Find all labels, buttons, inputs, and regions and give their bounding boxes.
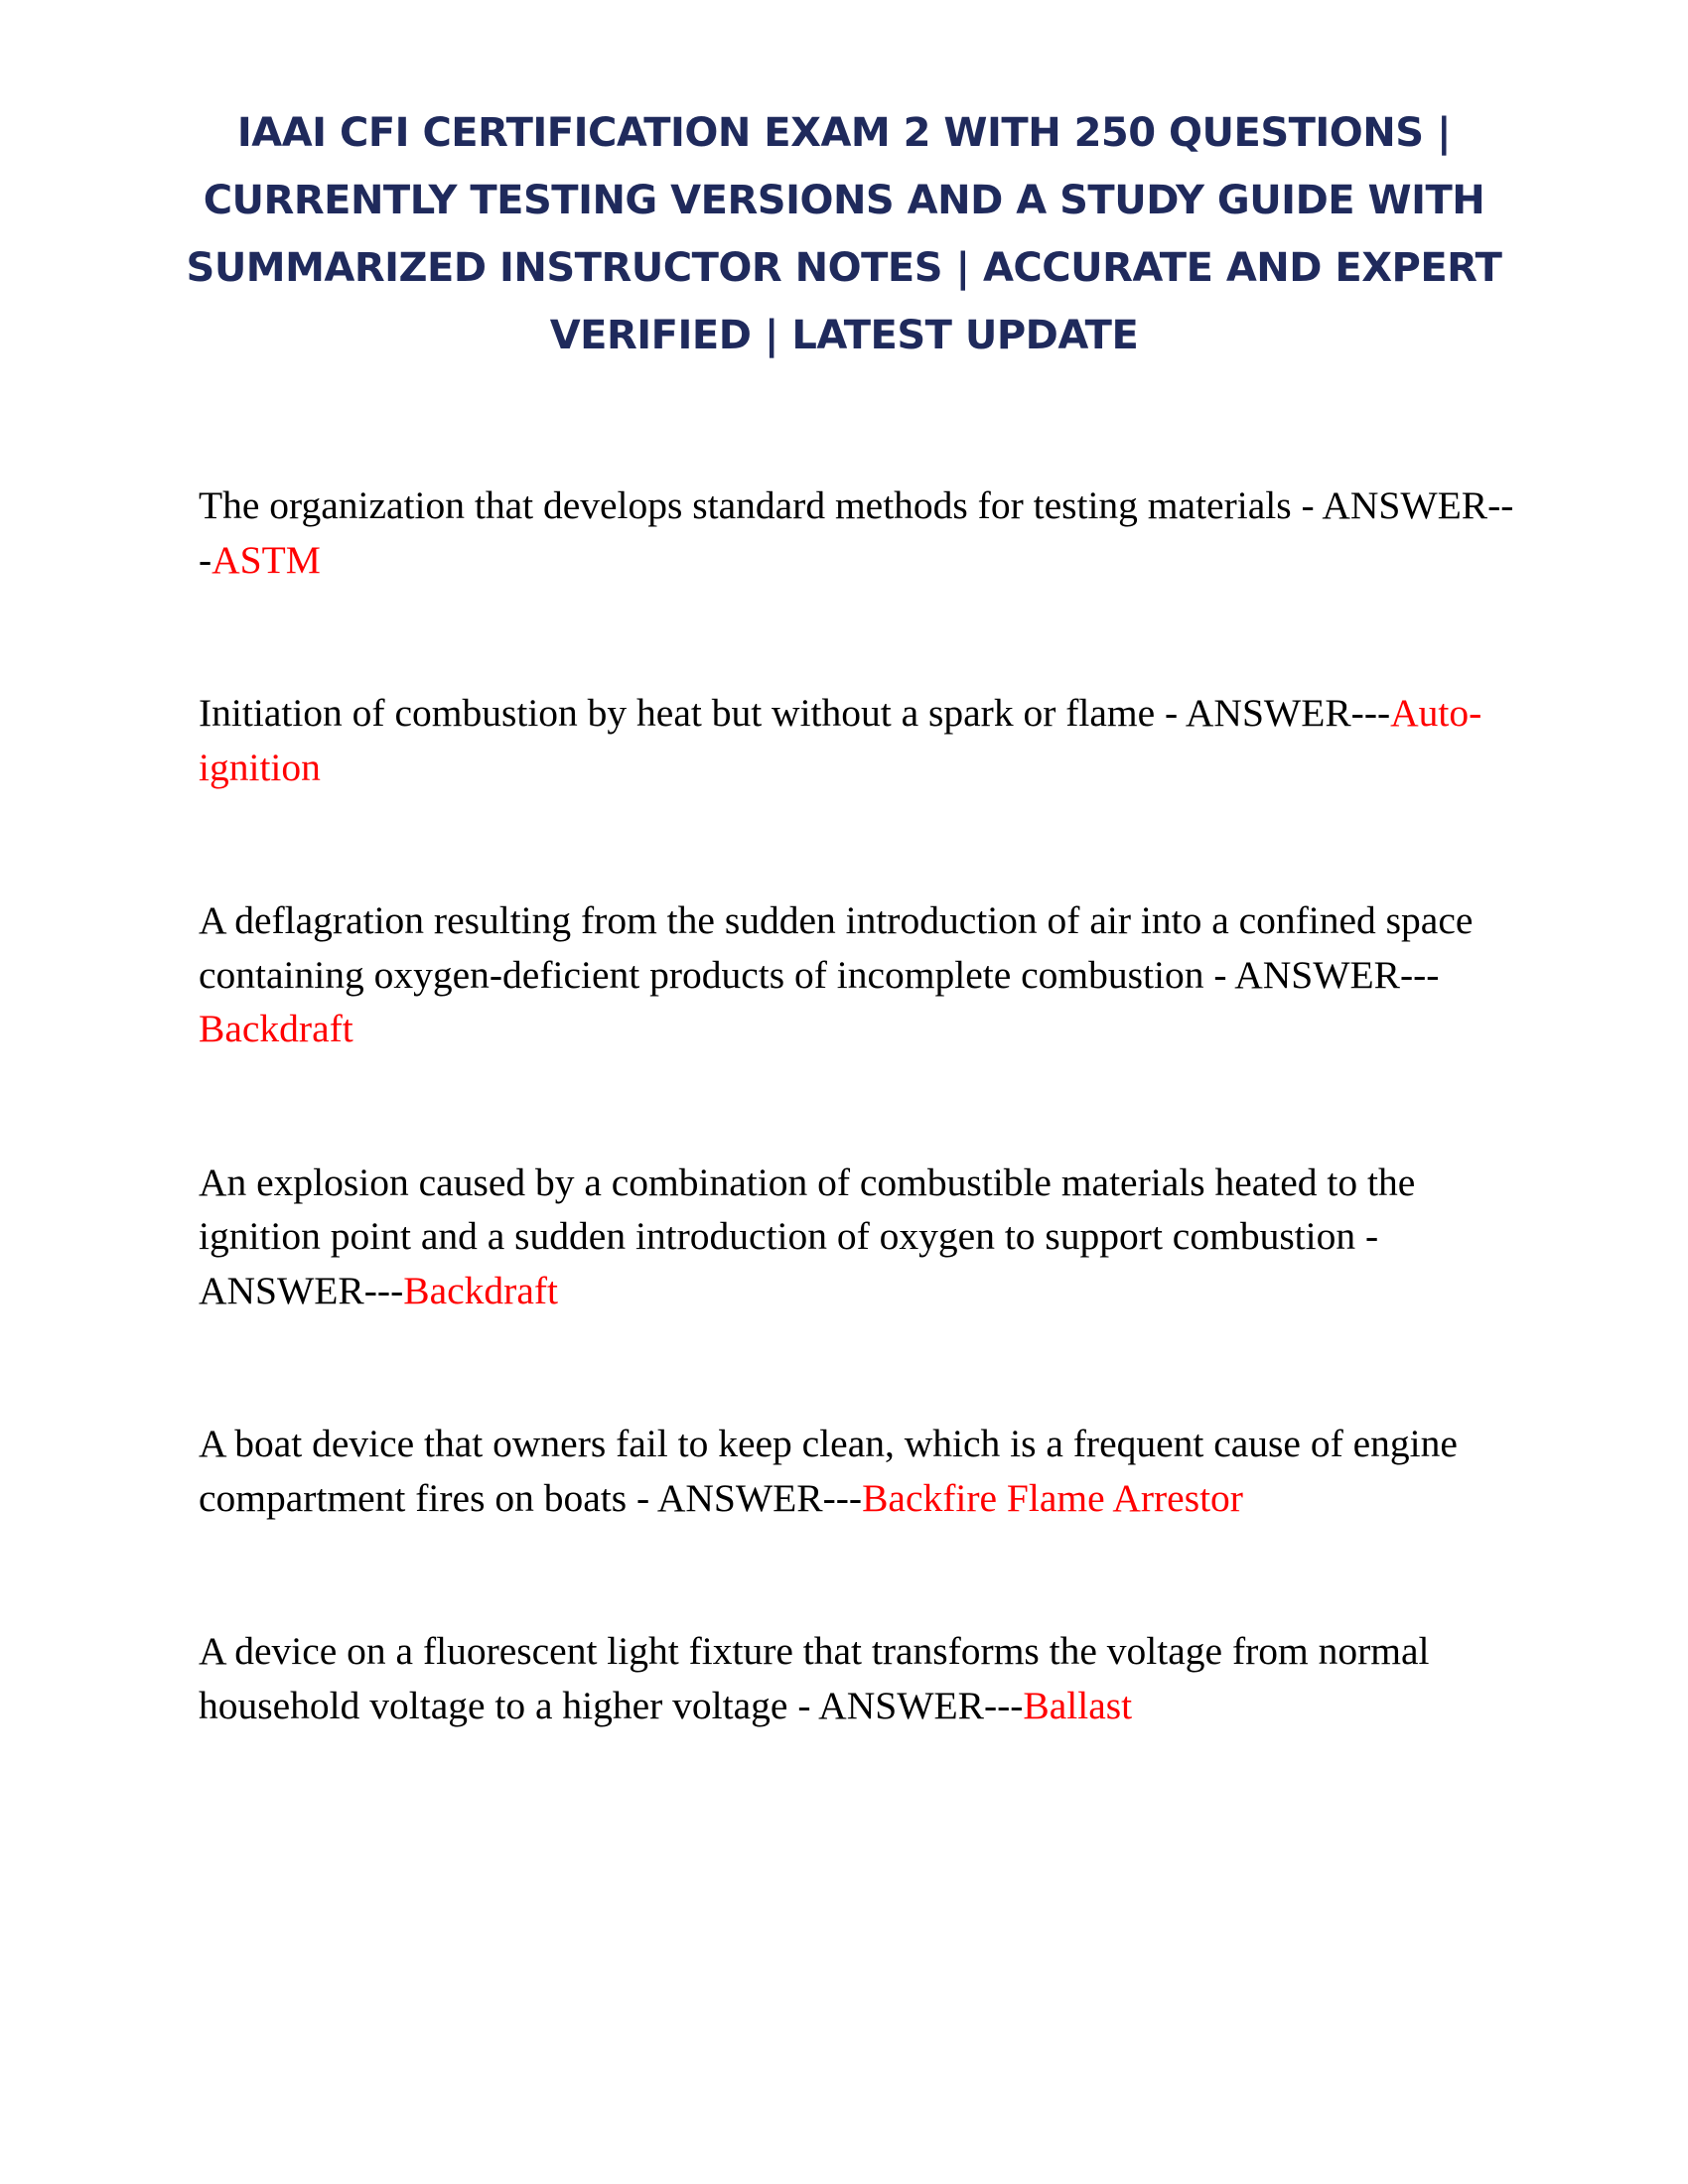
qa-item [199, 1156, 1519, 1318]
qa-item [199, 893, 1519, 1056]
qa-item [199, 478, 1519, 587]
answer-prefix: ANSWER--- [818, 1683, 1024, 1727]
document-title: IAAI CFI CERTIFICATION EXAM 2 WITH 250 QUESTIONS | CURRENTLY TESTING VERSIONS AND A STUDY GUIDE WITH SUMMARIZED INSTRUCTOR NOTES | ACCURATE AND EXPERT VERIFIED | LATEST UPDATE [186, 110, 1502, 358]
question-text: A boat device that owners fail to keep clean, which is a frequent cause of engine compartment fires on boats - [199, 1422, 1458, 1520]
qa-item [199, 1624, 1519, 1732]
question-text: The organization that develops standard methods for testing materials - [199, 483, 1323, 527]
question-list [199, 478, 1519, 1832]
answer-prefix: ANSWER--- [1185, 691, 1391, 735]
answer-text: ASTM [211, 537, 321, 582]
question-text: An explosion caused by a combination of combustible materials heated to the ignition point and a sudden introduction of oxygen to support combustion - [199, 1160, 1416, 1258]
answer-text: Ballast [1023, 1683, 1133, 1727]
qa-item [199, 1417, 1519, 1525]
answer-text: Backfire Flame Arrestor [862, 1475, 1243, 1520]
answer-text: Backdraft [199, 1007, 353, 1050]
question-text: A deflagration resulting from the sudden introduction of air into a confined space containing oxygen-deficient products of incomplete combustion - [199, 898, 1474, 997]
question-text: A device on a fluorescent light fixture that transforms the voltage from normal household voltage to a higher voltage - [199, 1629, 1430, 1727]
answer-prefix: ANSWER--- [656, 1475, 863, 1520]
answer-prefix: ANSWER--- [199, 483, 1514, 582]
answer-prefix: ANSWER--- [199, 1268, 404, 1312]
answer-prefix: ANSWER--- [1234, 952, 1440, 997]
question-text: Initiation of combustion by heat but without a spark or flame - [199, 691, 1186, 735]
answer-text: Auto-ignition [199, 691, 1482, 789]
answer-text: Backdraft [403, 1268, 558, 1312]
qa-item [199, 686, 1519, 794]
